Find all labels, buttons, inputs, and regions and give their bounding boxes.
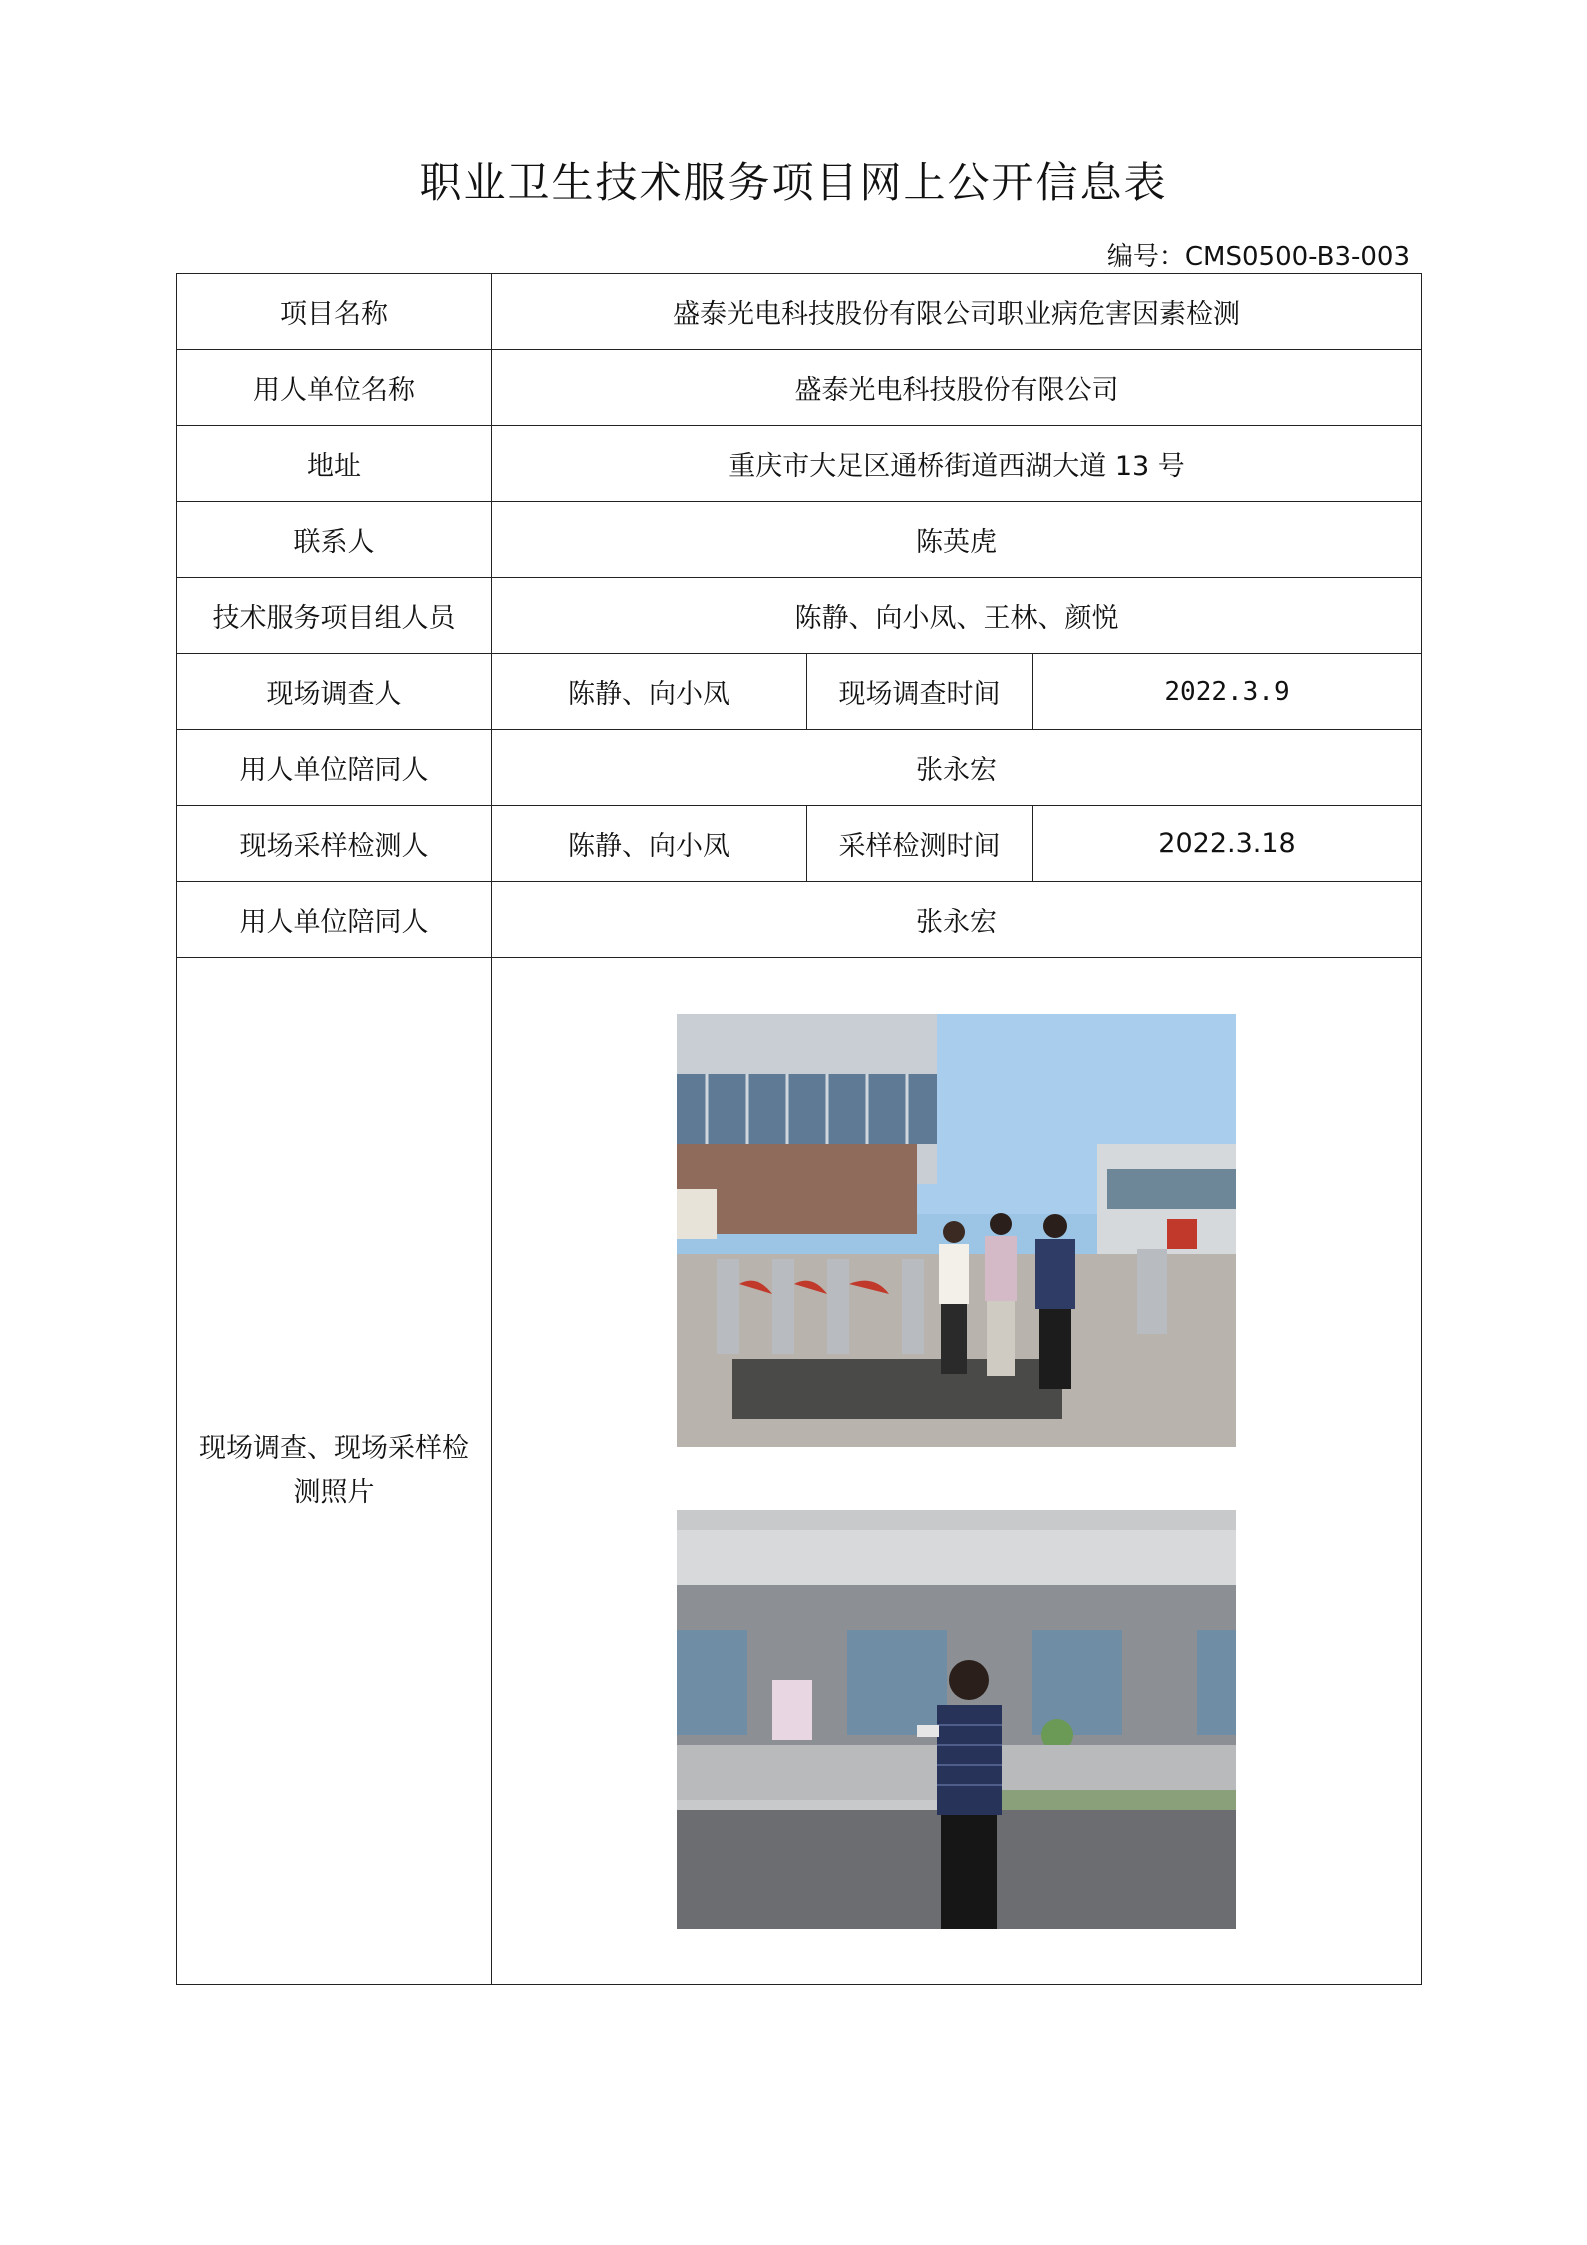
- document-number: 编号：CMS0500-B3-003: [1106, 242, 1410, 272]
- photos-cell: [492, 958, 1422, 1985]
- survey-time-label: 现场调查时间: [807, 654, 1033, 730]
- contact-label: 联系人: [177, 502, 492, 578]
- survey-value: 陈静、向小凤: [492, 654, 807, 730]
- table-row: [177, 882, 1422, 958]
- survey-time-value: 2022.3.9: [1033, 654, 1422, 730]
- photos-label: 现场调查、现场采样检测照片: [177, 958, 492, 1985]
- sampling-value: 陈静、向小凤: [492, 806, 807, 882]
- survey-label: 现场调查人: [177, 654, 492, 730]
- address-value: 重庆市大足区通桥街道西湖大道 13 号: [492, 426, 1422, 502]
- table-row: [177, 730, 1422, 806]
- sampling-time-value: 2022.3.18: [1033, 806, 1422, 882]
- table-row: [177, 958, 1422, 1985]
- site-photo-gate: [677, 1014, 1236, 1447]
- escort-label: 用人单位陪同人: [177, 730, 492, 806]
- escort-label: 用人单位陪同人: [177, 882, 492, 958]
- table-row: [177, 502, 1422, 578]
- employer-value: 盛泰光电科技股份有限公司: [492, 350, 1422, 426]
- site-photo-sampling: [677, 1510, 1236, 1929]
- table-row: [177, 578, 1422, 654]
- sampling-time-label: 采样检测时间: [807, 806, 1033, 882]
- employer-label: 用人单位名称: [177, 350, 492, 426]
- table-row: [177, 806, 1422, 882]
- table-row: [177, 350, 1422, 426]
- page-title: 职业卫生技术服务项目网上公开信息表: [419, 158, 1168, 207]
- table-row: [177, 654, 1422, 730]
- project-name-value: 盛泰光电科技股份有限公司职业病危害因素检测: [492, 274, 1422, 350]
- table-row: [177, 274, 1422, 350]
- team-value: 陈静、向小凤、王林、颜悦: [492, 578, 1422, 654]
- address-label: 地址: [177, 426, 492, 502]
- table-row: [177, 426, 1422, 502]
- team-label: 技术服务项目组人员: [177, 578, 492, 654]
- info-table: [176, 273, 1422, 1985]
- escort-value: 张永宏: [492, 730, 1422, 806]
- project-name-label: 项目名称: [177, 274, 492, 350]
- contact-value: 陈英虎: [492, 502, 1422, 578]
- sampling-label: 现场采样检测人: [177, 806, 492, 882]
- escort-value: 张永宏: [492, 882, 1422, 958]
